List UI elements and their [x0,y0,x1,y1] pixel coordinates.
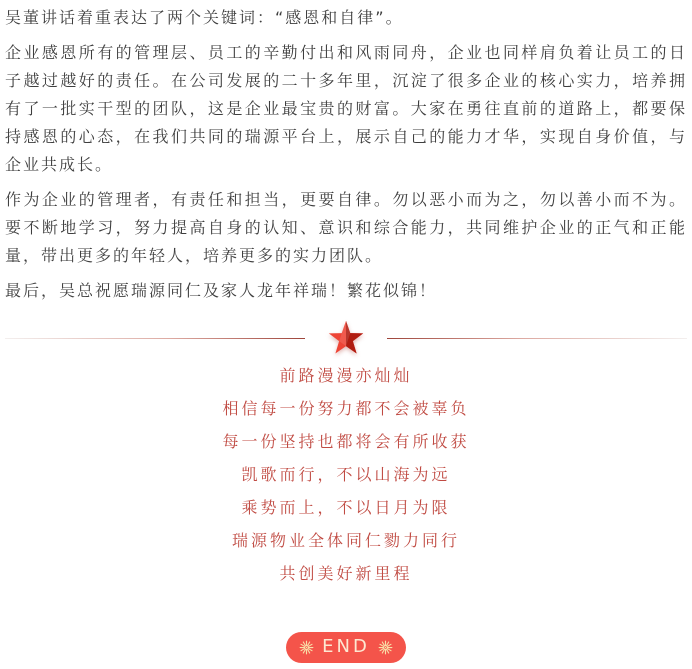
paragraph-discipline: 作为企业的管理者，有责任和担当，更要自律。勿以恶小而为之，勿以善小而不为。要不断地学习，努力提高自身的认知、意识和综合能力，共同维护企业的正气和正能量，带出更多的年轻人，培养更多的实力团队。 [5,190,687,265]
end-badge [286,632,406,663]
poem-line: 每一份坚持也都将会有所收获 [222,432,470,451]
poem-line: 乘势而上，不以日月为限 [241,498,451,517]
red-star-icon [327,319,365,357]
poem-block [5,359,687,590]
poem-line: 相信每一份努力都不会被辜负 [222,399,470,418]
poem-line: 瑞源物业全体同仁勠力同行 [231,531,460,550]
star-divider [5,317,687,359]
firework-asterisk-icon [299,640,314,655]
end-section [5,632,687,663]
poem-line: 共创美好新里程 [279,564,413,583]
poem-line: 前路漫漫亦灿灿 [279,366,413,385]
paragraph-wishes: 最后，吴总祝愿瑞源同仁及家人龙年祥瑞！繁花似锦！ [5,281,438,300]
end-label: END [322,635,370,657]
paragraph-gratitude: 企业感恩所有的管理层、员工的辛勤付出和风雨同舟，企业也同样肩负着让员工的日子越过越好的责任。在公司发展的二十多年里，沉淀了很多企业的核心实力，培养拥有了一批实干型的团队，这是企业最宝贵的财富。大家在勇往直前的道路上，都要保持感恩的心态，在我们共同的瑞源平台上，展示自己的能力才华，实现自身价值，与企业共成长。 [5,43,687,174]
firework-asterisk-icon [378,640,393,655]
divider-line-right [387,338,687,339]
paragraph-intro: 吴董讲话着重表达了两个关键词：“感恩和自律”。 [5,8,404,27]
article-body [5,4,687,305]
poem-line: 凯歌而行，不以山海为远 [241,465,451,484]
divider-line-left [5,338,305,339]
